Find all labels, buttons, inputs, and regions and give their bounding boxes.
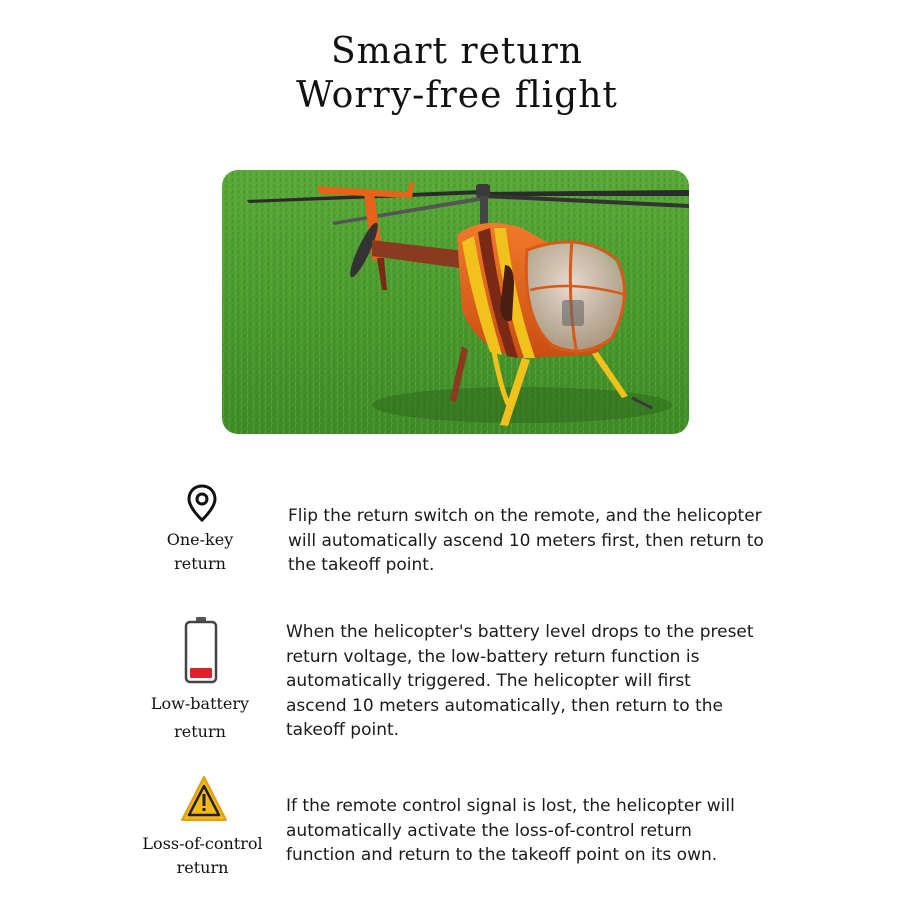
helicopter-photo xyxy=(222,170,689,434)
warning-triangle-icon xyxy=(180,774,228,824)
location-pin-icon xyxy=(186,484,218,522)
feature-description-low-battery: When the helicopter's battery level drops to the preset return voltage, the low-battery return function is automatically triggered. The helicopter will first ascend 10 meters automatically, then return to the takeoff point. xyxy=(286,622,754,740)
feature-label-one-key: One-key return xyxy=(166,530,234,573)
page-title-line-1: Smart return xyxy=(331,31,583,72)
low-battery-icon xyxy=(184,616,218,684)
feature-description-loss-of-control: If the remote control signal is lost, the helicopter will automatically activate the loss-of-control return function and return to the takeoff point on its own. xyxy=(286,796,735,865)
feature-label-low-battery: Low-battery return xyxy=(150,694,250,741)
feature-description-one-key: Flip the return switch on the remote, and the helicopter will automatically ascend 10 meters first, then return to the takeoff point. xyxy=(288,506,764,575)
feature-label-loss-of-control: Loss-of-control return xyxy=(142,834,263,877)
page-title-line-2: Worry-free flight xyxy=(296,75,618,116)
